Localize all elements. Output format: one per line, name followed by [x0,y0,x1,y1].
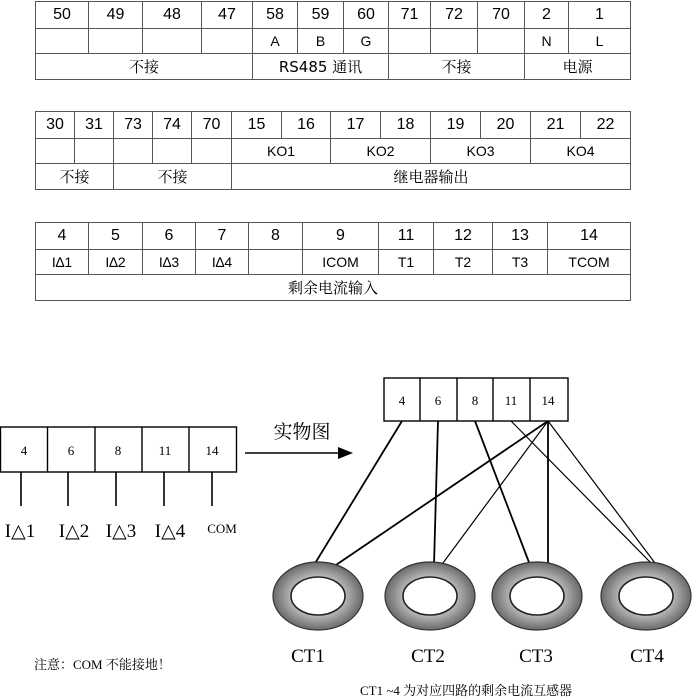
ct-ring [492,562,582,630]
lead-label: I△3 [105,521,137,542]
terminal-number: 18 [381,112,431,139]
terminal-label: B [298,29,344,54]
left-terminal-number: 6 [67,443,75,458]
terminal-label: T3 [493,250,548,275]
terminal-number: 50 [36,2,89,29]
terminal-label: I∆4 [196,250,249,275]
terminal-label: T2 [434,250,493,275]
terminal-label: TCOM [548,250,631,275]
left-terminal-number: 11 [158,443,172,458]
ct-ring [273,562,363,630]
terminal-number: 70 [478,2,525,29]
terminal-number: 71 [389,2,431,29]
terminal-number: 22 [581,112,631,139]
lead-label: COM [207,521,237,536]
group-label: 剩余电流输入 [36,275,631,301]
wires [314,421,658,567]
right-terminal-number: 11 [504,393,518,408]
terminal-number: 49 [89,2,143,29]
ct-label: CT1 [291,646,325,667]
left-terminal-number: 4 [20,443,28,458]
terminal-label: G [344,29,389,54]
terminal-number: 6 [143,223,196,250]
terminal-label: I∆2 [89,250,143,275]
terminal-number: 15 [232,112,282,139]
terminal-number: 21 [531,112,581,139]
terminal-number: 2 [525,2,569,29]
group-label: 不接 [36,164,114,190]
lead-label: I△4 [154,521,186,542]
ct-rings [273,562,691,630]
terminal-label: KO2 [331,139,431,164]
terminal-number: 58 [253,2,298,29]
terminal-number: 8 [249,223,303,250]
ct-label: CT4 [630,646,664,667]
lead-label: I△2 [58,521,90,542]
terminal-number: 74 [153,112,192,139]
terminal-number: 72 [431,2,478,29]
terminal-number: 1 [569,2,631,29]
terminal-label: KO4 [531,139,631,164]
right-terminal-number: 6 [434,393,442,408]
group-label: 电源 [525,54,631,80]
right-terminal-number: 14 [541,393,555,408]
terminal-number: 19 [431,112,481,139]
terminal-number: 11 [379,223,434,250]
terminal-label: L [569,29,631,54]
group-label: 不接 [389,54,525,80]
terminal-label: N [525,29,569,54]
terminal-label: T1 [379,250,434,275]
terminal-number: 13 [493,223,548,250]
terminal-number: 9 [303,223,379,250]
terminal-number: 60 [344,2,389,29]
right-terminal-number: 8 [471,393,479,408]
terminal-number: 5 [89,223,143,250]
lead-label: I△1 [4,521,36,542]
terminal-label: KO3 [431,139,531,164]
ct-ring [601,562,691,630]
terminal-number: 59 [298,2,344,29]
figure-caption: CT1 ~4 为对应四路的剩余电流互感器 [360,683,573,698]
terminal-label: I∆1 [36,250,89,275]
terminal-label: KO1 [232,139,331,164]
terminal-number: 30 [36,112,75,139]
terminal-number: 4 [36,223,89,250]
group-label: RS485 通讯 [253,54,389,80]
terminal-number: 31 [75,112,114,139]
terminal-number: 73 [114,112,153,139]
group-label: 不接 [114,164,232,190]
left-terminal-block [1,427,238,542]
right-terminal-block [384,378,568,421]
terminal-number: 70 [192,112,232,139]
terminal-label: I∆3 [143,250,196,275]
terminal-number: 7 [196,223,249,250]
ct-label: CT2 [411,646,445,667]
terminal-number: 16 [282,112,331,139]
terminal-label: ICOM [303,250,379,275]
terminal-number: 47 [202,2,253,29]
arrow [245,421,353,459]
ct-label: CT3 [519,646,553,667]
group-label: 不接 [36,54,253,80]
group-label: 继电器输出 [232,164,631,190]
ct-ring [385,562,475,630]
left-terminal-number: 14 [205,443,219,458]
terminal-number: 17 [331,112,381,139]
terminal-number: 14 [548,223,631,250]
terminal-number: 48 [143,2,202,29]
terminal-number: 12 [434,223,493,250]
right-terminal-number: 4 [398,393,406,408]
left-terminal-number: 8 [114,443,122,458]
arrow-label: 实物图 [273,422,331,443]
terminal-number: 20 [481,112,531,139]
warning-note: 注意：COM 不能接地！ [34,657,171,672]
terminal-label: A [253,29,298,54]
